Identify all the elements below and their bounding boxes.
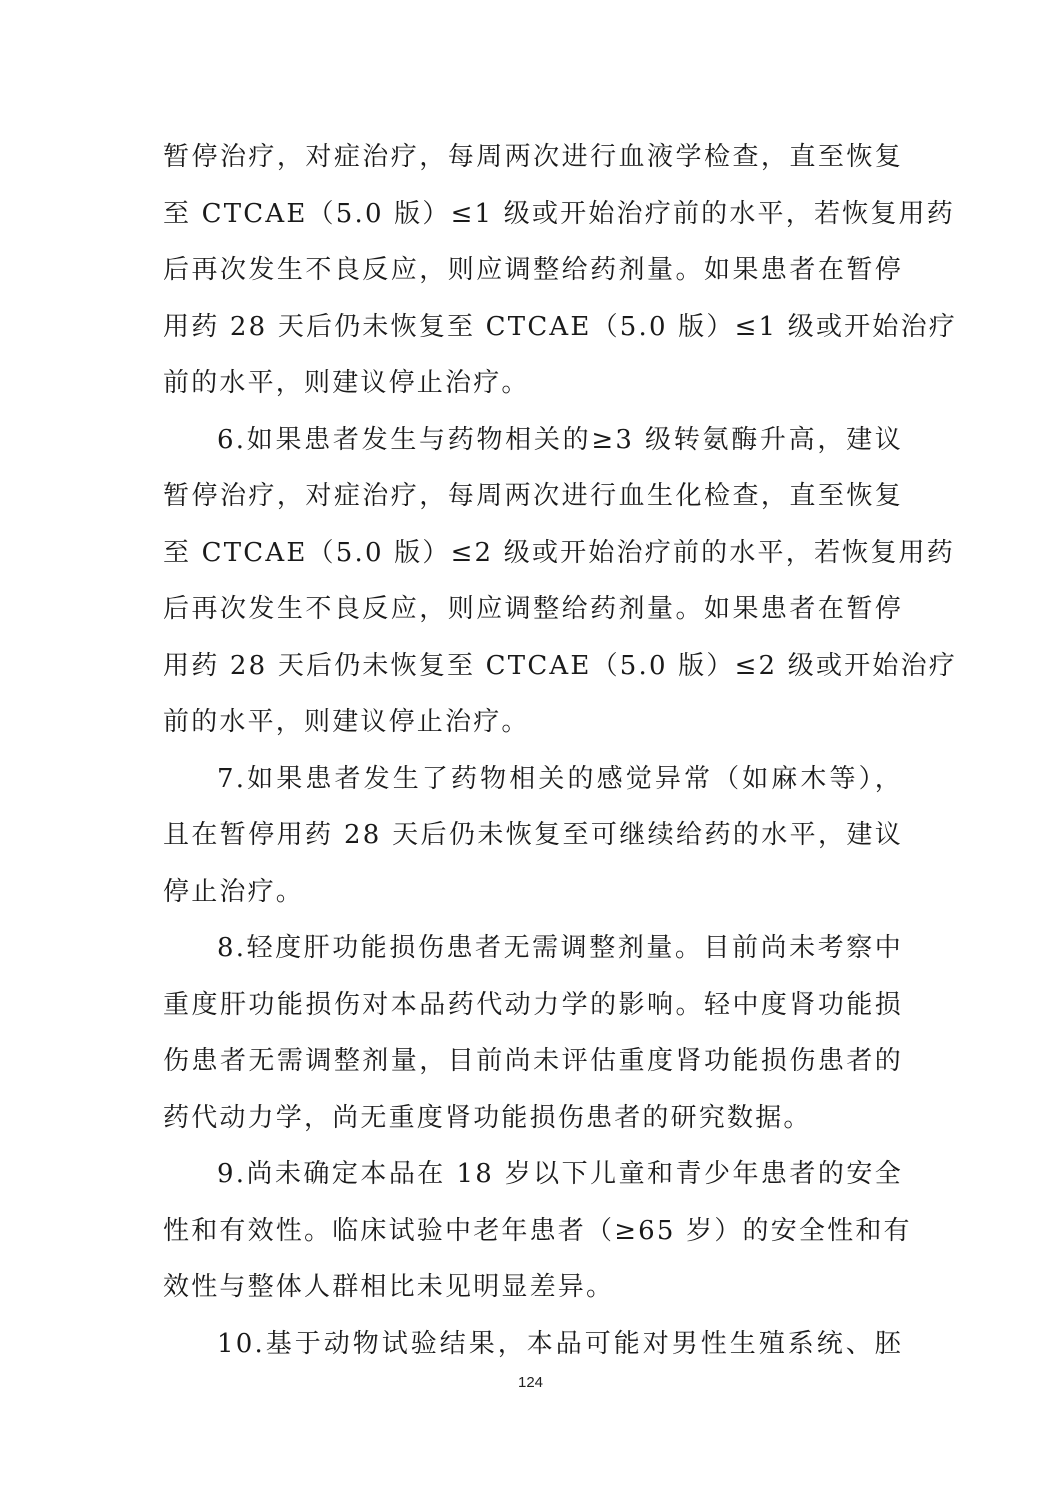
text-line: 停止治疗。 <box>163 876 305 907</box>
text-line: 暂停治疗，对症治疗，每周两次进行血液学检查，直至恢复 <box>163 142 903 172</box>
text-line: 后再次发生不良反应，则应调整给药剂量。如果患者在暂停 <box>163 594 903 624</box>
text-line: 药代动力学，尚无重度肾功能损伤患者的研究数据。 <box>163 1102 812 1133</box>
text-line: 前的水平，则建议停止治疗。 <box>163 368 530 398</box>
text-line: 前的水平，则建议停止治疗。 <box>163 707 530 737</box>
text-line: 10.基于动物试验结果，本品可能对男性生殖系统、胚 <box>217 1328 903 1359</box>
text-line: 9.尚未确定本品在 18 岁以下儿童和青少年患者的安全 <box>217 1159 903 1189</box>
text-line: 暂停治疗，对症治疗，每周两次进行血生化检查，直至恢复 <box>163 481 903 511</box>
page-number: 124 <box>517 1374 544 1391</box>
text-line: 至 CTCAE（5.0 版）≤2 级或开始治疗前的水平，若恢复用药 <box>163 537 955 568</box>
text-line: 重度肝功能损伤对本品药代动力学的影响。轻中度肾功能损 <box>163 989 903 1020</box>
body-text <box>163 129 957 1372</box>
text-line: 性和有效性。临床试验中老年患者（≥65 岁）的安全性和有 <box>163 1215 912 1246</box>
text-line: 效性与整体人群相比未见明显差异。 <box>163 1272 615 1302</box>
text-line: 至 CTCAE（5.0 版）≤1 级或开始治疗前的水平，若恢复用药 <box>163 198 955 229</box>
text-line: 后再次发生不良反应，则应调整给药剂量。如果患者在暂停 <box>163 255 903 285</box>
text-line: 7.如果患者发生了药物相关的感觉异常（如麻木等）， <box>217 763 903 794</box>
text-line: 且在暂停用药 28 天后仍未恢复至可继续给药的水平，建议 <box>163 820 903 850</box>
text-line: 伤患者无需调整剂量，目前尚未评估重度肾功能损伤患者的 <box>163 1046 903 1076</box>
text-line: 用药 28 天后仍未恢复至 CTCAE（5.0 版）≤1 级或开始治疗 <box>163 311 957 342</box>
text-line: 用药 28 天后仍未恢复至 CTCAE（5.0 版）≤2 级或开始治疗 <box>163 650 957 681</box>
text-line: 6.如果患者发生与药物相关的≥3 级转氨酶升高，建议 <box>217 424 903 455</box>
text-line: 8.轻度肝功能损伤患者无需调整剂量。目前尚未考察中 <box>217 933 903 963</box>
